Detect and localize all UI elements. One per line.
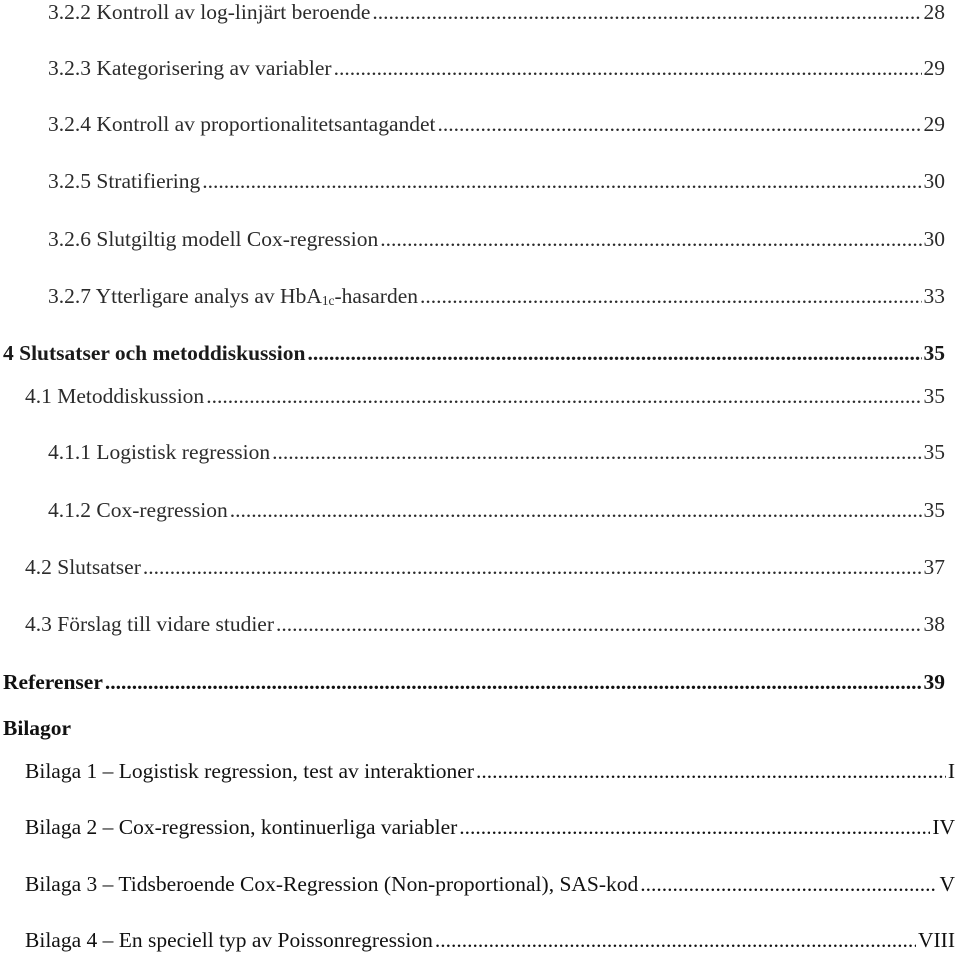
toc-page-number: 28 xyxy=(923,0,945,24)
dot-leader xyxy=(372,2,921,24)
toc-entry-title: 3.2.2 Kontroll av log-linjärt beroende xyxy=(48,0,371,24)
toc-entry-title: Bilaga 3 – Tidsberoende Cox-Regression (Non-proportional), SAS-kod xyxy=(25,872,639,896)
toc-page-number: 33 xyxy=(923,284,945,308)
toc-page-number: 30 xyxy=(923,169,945,193)
toc-entry-appendix[interactable] xyxy=(25,761,955,783)
appendix-heading: Bilagor xyxy=(3,716,72,740)
dot-leader xyxy=(206,386,921,408)
toc-entry-appendix[interactable] xyxy=(25,817,955,839)
dot-leader xyxy=(334,58,922,80)
toc-entry-title: 3.2.3 Kategorisering av variabler xyxy=(48,56,332,80)
dot-leader xyxy=(202,171,921,193)
toc-page-number: 35 xyxy=(923,341,945,365)
toc-entry-title: 3.2.6 Slutgiltig modell Cox-regression xyxy=(48,227,379,251)
dot-leader xyxy=(230,500,922,522)
toc-page-number: 35 xyxy=(923,384,945,408)
dot-leader xyxy=(307,343,921,365)
toc-entry[interactable] xyxy=(25,614,945,636)
toc-page-number: 39 xyxy=(923,670,945,694)
toc-entry[interactable] xyxy=(48,500,945,522)
toc-entry-title: 3.2.7 Ytterligare analys av HbA1c-hasarden xyxy=(48,284,419,308)
toc-entry[interactable] xyxy=(48,229,945,251)
toc-page-number: 30 xyxy=(923,227,945,251)
dot-leader xyxy=(272,442,921,464)
toc-entry-title: Bilaga 4 – En speciell typ av Poissonregression xyxy=(25,928,433,952)
toc-entry-appendix[interactable] xyxy=(25,874,955,896)
toc-entry-references[interactable] xyxy=(3,672,945,694)
dot-leader xyxy=(380,229,921,251)
toc-page-number: 38 xyxy=(923,612,945,636)
dot-leader xyxy=(640,874,937,896)
toc-entry[interactable] xyxy=(48,171,945,193)
dot-leader xyxy=(105,672,922,694)
toc-page-number: 37 xyxy=(923,555,945,579)
toc-entry-title: 4.1 Metoddiskussion xyxy=(25,384,205,408)
toc-entry-title: 4.1.1 Logistisk regression xyxy=(48,440,271,464)
toc-page-number: I xyxy=(947,759,955,783)
toc-page-number: 29 xyxy=(923,112,945,136)
toc-entry-title: 4.2 Slutsatser xyxy=(25,555,141,579)
toc-page-number: 29 xyxy=(923,56,945,80)
toc-entry[interactable] xyxy=(48,114,945,136)
subscript: 1c xyxy=(321,293,335,308)
toc-entry-title: Referenser xyxy=(3,670,103,694)
toc-entry-title: 4.1.2 Cox-regression xyxy=(48,498,228,522)
toc-entry[interactable] xyxy=(48,58,945,80)
dot-leader xyxy=(476,761,946,783)
toc-entry-title: 3.2.5 Stratifiering xyxy=(48,169,201,193)
dot-leader xyxy=(438,114,922,136)
dot-leader xyxy=(435,930,916,952)
toc-entry-title: 4 Slutsatser och metoddiskussion xyxy=(3,341,306,365)
dot-leader xyxy=(459,817,930,839)
toc-entry-title: 3.2.4 Kontroll av proportionalitetsantagandet xyxy=(48,112,436,136)
toc-entry-appendix[interactable] xyxy=(25,930,955,952)
toc-page-number: 35 xyxy=(923,440,945,464)
toc-entry[interactable] xyxy=(48,2,945,24)
toc-entry[interactable] xyxy=(25,386,945,408)
toc-page-number: IV xyxy=(932,815,955,839)
toc-entry-title: 4.3 Förslag till vidare studier xyxy=(25,612,275,636)
toc-entry-title: Bilaga 1 – Logistisk regression, test av interaktioner xyxy=(25,759,475,783)
toc-entry-title: Bilaga 2 – Cox-regression, kontinuerliga variabler xyxy=(25,815,458,839)
toc-page-number: 35 xyxy=(923,498,945,522)
toc-page-number: VIII xyxy=(917,928,955,952)
toc-entry[interactable] xyxy=(48,442,945,464)
toc-page-number: V xyxy=(939,872,955,896)
toc-entry[interactable] xyxy=(25,557,945,579)
dot-leader xyxy=(143,557,922,579)
dot-leader xyxy=(420,286,921,308)
toc-entry[interactable] xyxy=(48,286,945,308)
dot-leader xyxy=(276,614,921,636)
toc-entry-chapter[interactable] xyxy=(3,343,945,365)
